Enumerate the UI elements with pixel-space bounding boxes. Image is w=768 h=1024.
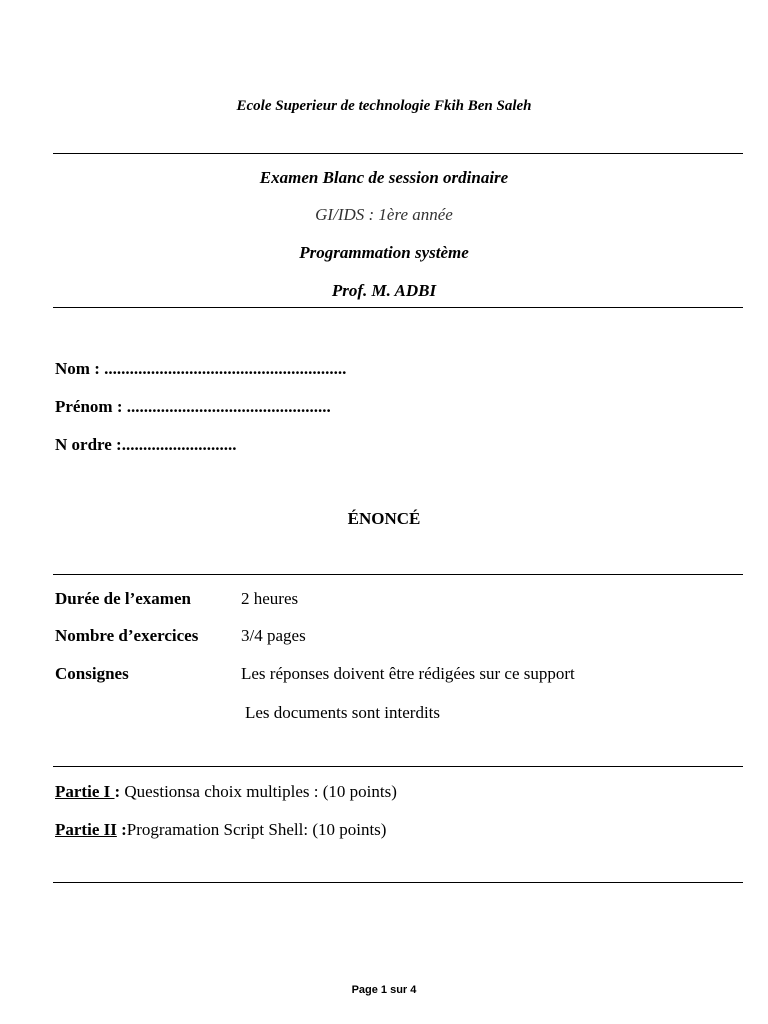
instructions-label: Consignes bbox=[55, 664, 129, 683]
part-two-label: Partie II bbox=[55, 820, 117, 839]
page-number: Page 1 sur 4 bbox=[351, 984, 417, 996]
student-field-name[interactable] bbox=[55, 359, 346, 379]
duration-label: Durée de l’examen bbox=[55, 589, 191, 608]
part-one-text: Questionsa choix multiples : (10 points) bbox=[124, 782, 397, 801]
exam-subject: Programmation système bbox=[299, 243, 469, 262]
exam-professor: Prof. M. ADBI bbox=[331, 281, 437, 300]
info-rule-bottom bbox=[53, 766, 743, 767]
exercises-value: 3/4 pages bbox=[241, 626, 306, 645]
student-field-label: Nom : bbox=[55, 359, 105, 378]
instruction-answers: Les réponses doivent être rédigées sur ce support bbox=[241, 664, 575, 683]
student-field-dots: ................................................ bbox=[126, 397, 331, 416]
statement-heading: ÉNONCÉ bbox=[347, 509, 421, 528]
part-two bbox=[55, 820, 386, 840]
student-field-firstname[interactable] bbox=[55, 397, 331, 417]
part-two-text: Programation Script Shell: (10 points) bbox=[126, 820, 387, 839]
student-field-dots: ......................................................... bbox=[104, 359, 347, 378]
duration-value: 2 heures bbox=[241, 589, 299, 608]
exam-class: GI/IDS : 1ère année bbox=[315, 205, 453, 224]
part-one-separator: : bbox=[114, 782, 125, 801]
part-two-separator: : bbox=[116, 820, 127, 839]
student-field-label: N ordre : bbox=[55, 435, 122, 454]
parts-rule-bottom bbox=[53, 882, 743, 883]
student-field-order-number[interactable] bbox=[55, 435, 236, 455]
header-rule-top bbox=[53, 153, 743, 154]
info-rule-top bbox=[53, 574, 743, 575]
header-rule-bottom bbox=[53, 307, 743, 308]
part-one-label: Partie I bbox=[55, 782, 115, 801]
student-field-label: Prénom : bbox=[55, 397, 127, 416]
school-name: Ecole Superieur de technologie Fkih Ben Saleh bbox=[236, 98, 532, 114]
student-field-dots: ........................... bbox=[121, 435, 237, 454]
part-one bbox=[55, 782, 397, 802]
instruction-documents: Les documents sont interdits bbox=[245, 703, 441, 722]
exam-title: Examen Blanc de session ordinaire bbox=[259, 168, 509, 187]
exercises-label: Nombre d’exercices bbox=[55, 626, 199, 645]
